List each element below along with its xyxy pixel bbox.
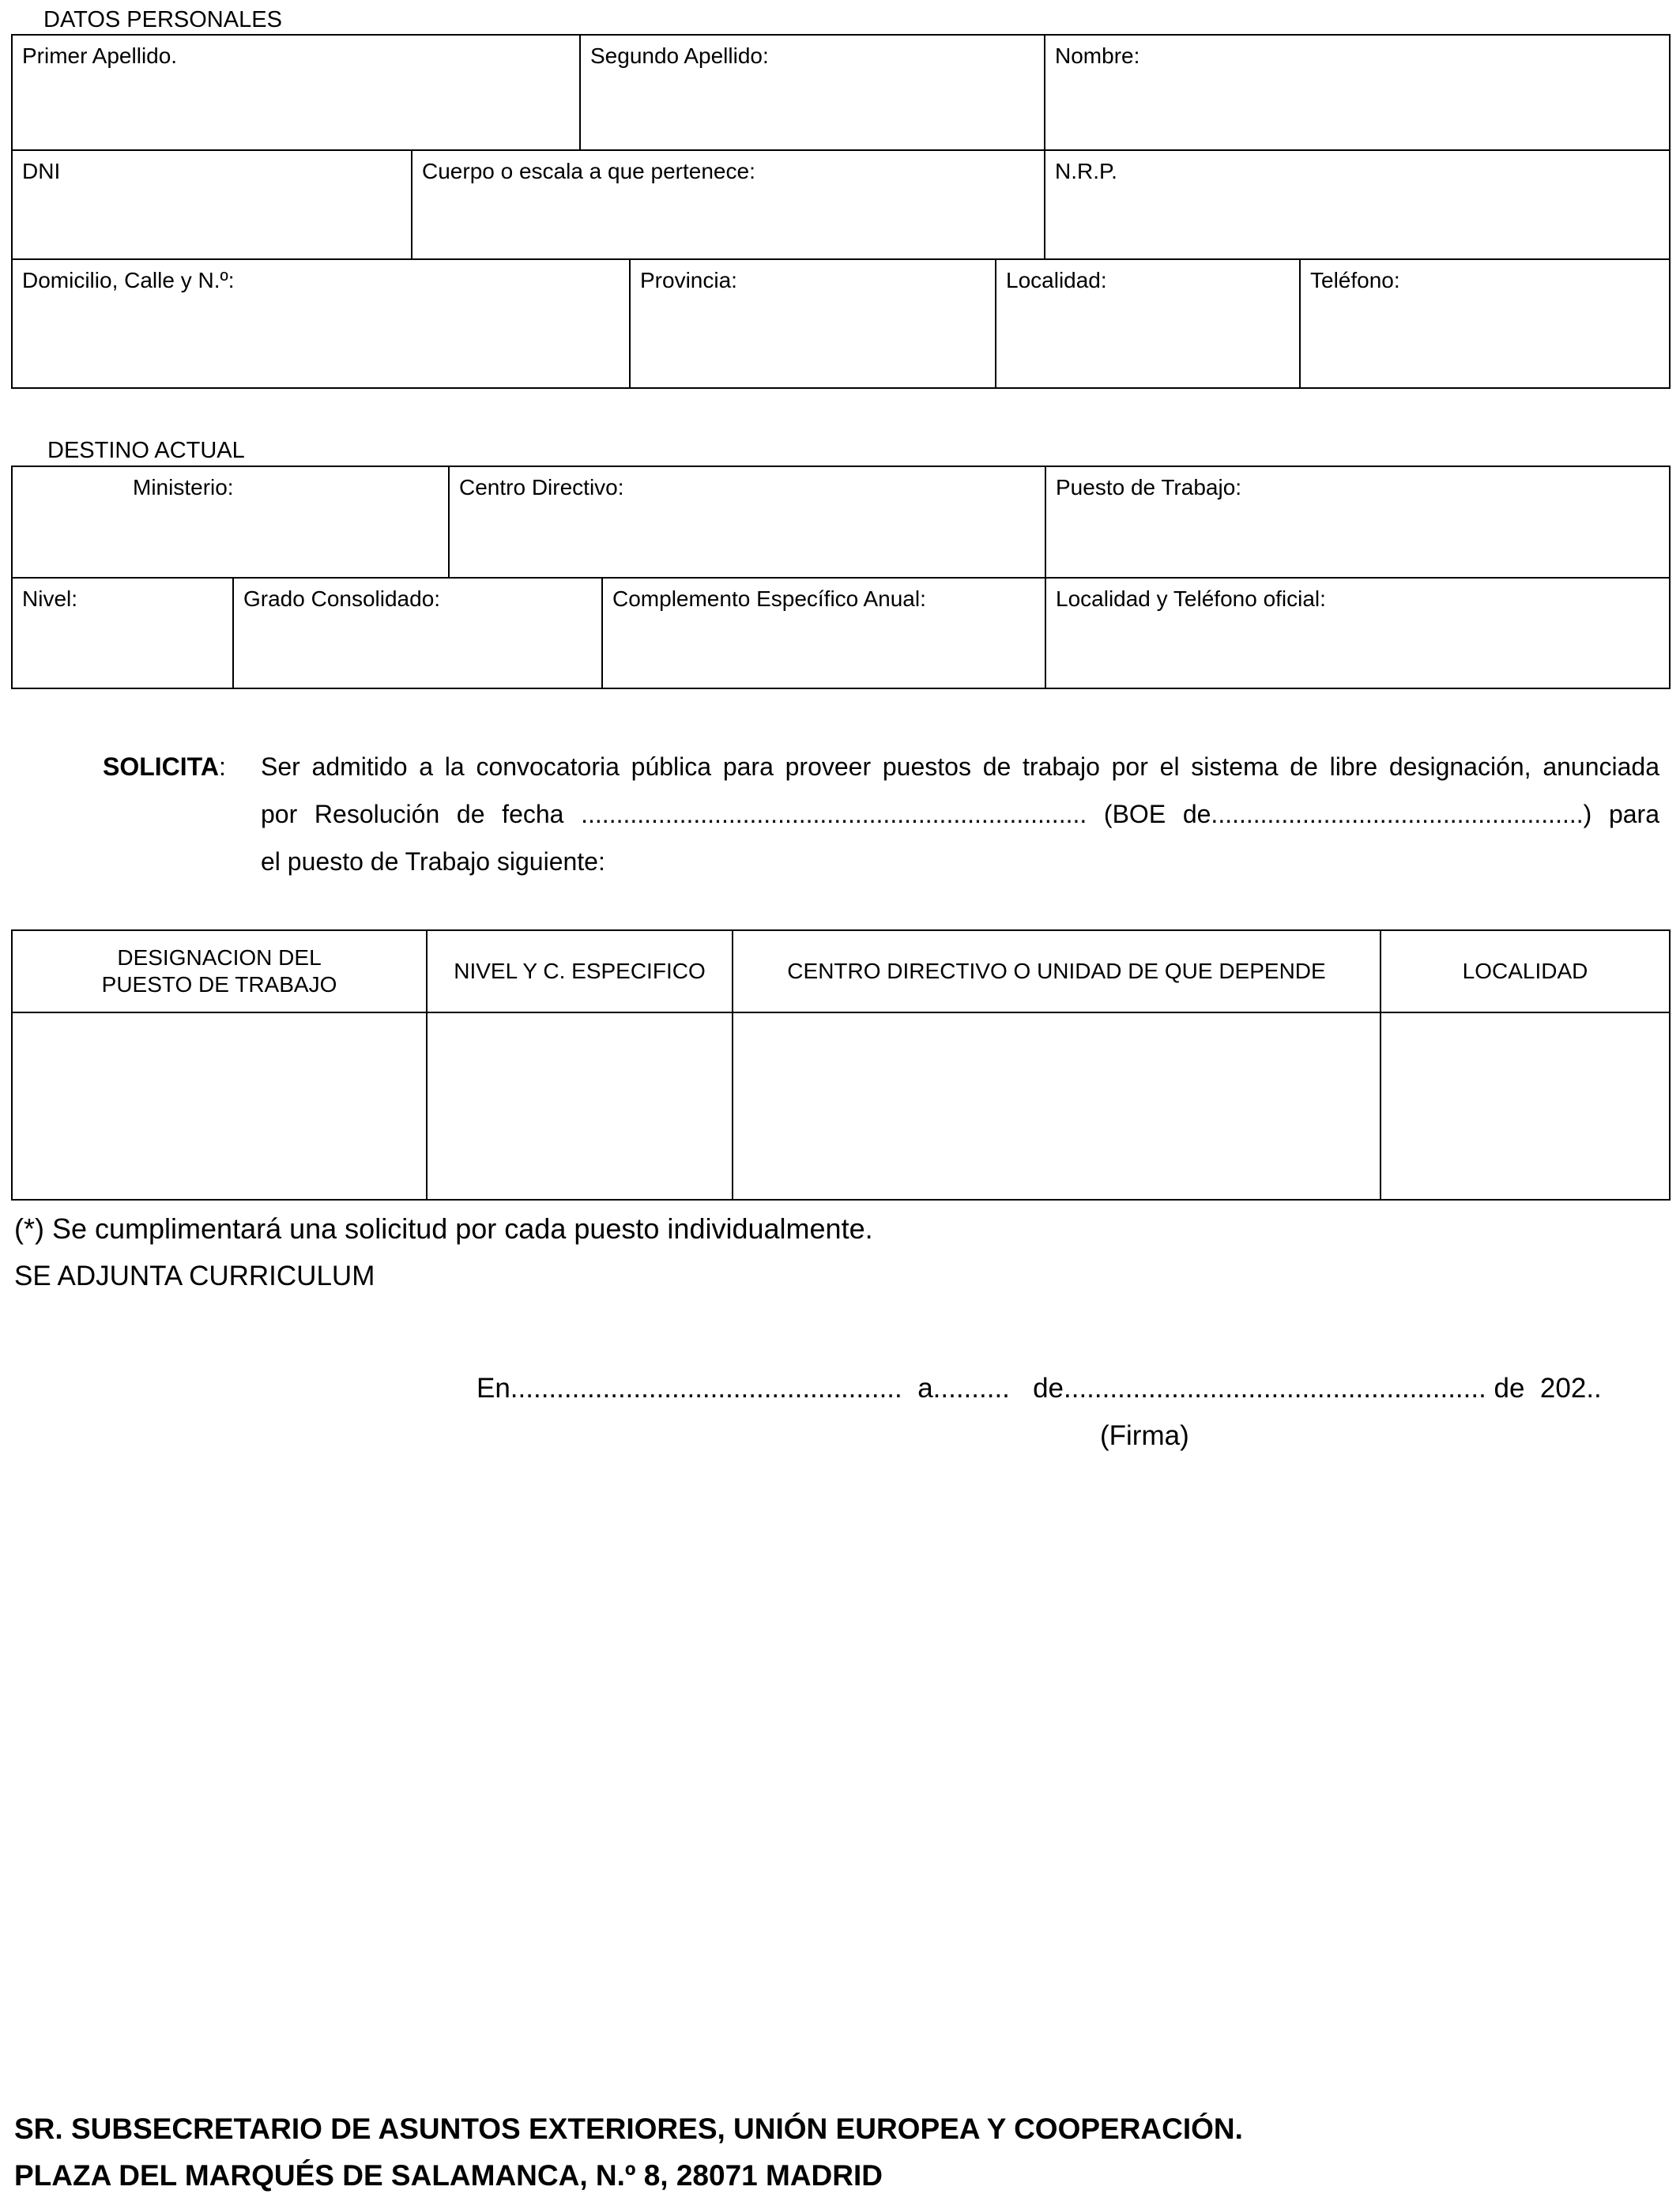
provincia-label: Provincia: <box>640 268 737 292</box>
dni-field[interactable] <box>13 151 409 258</box>
solicita-heading <box>103 752 226 781</box>
puesto-field[interactable] <box>1046 467 1669 577</box>
grado-field[interactable] <box>234 579 600 689</box>
telefono-field[interactable] <box>1301 260 1669 387</box>
nivel-field[interactable] <box>13 579 231 689</box>
segundo-apellido-label: Segundo Apellido: <box>590 43 769 68</box>
addressee-line-2: PLAZA DEL MARQUÉS DE SALAMANCA, N.º 8, 28071 MADRID <box>14 2159 883 2192</box>
domicilio-field[interactable] <box>13 260 627 387</box>
section-title-destino-actual: DESTINO ACTUAL <box>47 438 245 463</box>
primer-apellido-label: Primer Apellido. <box>22 43 178 68</box>
domicilio-label: Domicilio, Calle y N.º: <box>22 268 235 292</box>
centro-directivo-input-cell[interactable] <box>733 1013 1380 1199</box>
solicita-line-2: por Resolución de fecha ........................................................................ (BOE de.....................................................) para <box>261 800 1659 828</box>
header-designacion: DESIGNACION DEL PUESTO DE TRABAJO <box>101 945 337 997</box>
nivel-label: Nivel: <box>22 586 78 611</box>
solicita-line-3: el puesto de Trabajo siguiente: <box>261 847 605 876</box>
localidad-telefono-field[interactable] <box>1046 579 1669 689</box>
localidad-label: Localidad: <box>1006 268 1107 292</box>
nombre-label: Nombre: <box>1055 43 1140 68</box>
header-localidad: LOCALIDAD <box>1462 959 1588 983</box>
cuerpo-label: Cuerpo o escala a que pertenece: <box>422 159 755 183</box>
nrp-field[interactable] <box>1045 151 1669 258</box>
segundo-apellido-field[interactable] <box>581 36 1042 149</box>
note-una-solicitud: (*) Se cumplimentará una solicitud por cada puesto individualmente. <box>14 1212 873 1245</box>
nivel-input-cell[interactable] <box>428 1013 732 1199</box>
puesto-label: Puesto de Trabajo: <box>1056 475 1242 499</box>
localidad-field[interactable] <box>996 260 1298 387</box>
solicita-line-1: Ser admitido a la convocatoria pública para proveer puestos de trabajo por el sistema de libre designación, anunciada <box>261 752 1659 781</box>
cuerpo-field[interactable] <box>412 151 1042 258</box>
signature-place-date: En................................................... a.......... de....................................................... de 202.. <box>477 1373 1602 1404</box>
header-centro-directivo: CENTRO DIRECTIVO O UNIDAD DE QUE DEPENDE <box>787 959 1326 983</box>
nrp-label: N.R.P. <box>1055 159 1117 183</box>
note-adjunta-curriculum: SE ADJUNTA CURRICULUM <box>14 1261 375 1291</box>
localidad-telefono-label: Localidad y Teléfono oficial: <box>1056 586 1326 611</box>
provincia-field[interactable] <box>631 260 993 387</box>
complemento-label: Complemento Específico Anual: <box>612 586 926 611</box>
designacion-input-cell[interactable] <box>13 1013 426 1199</box>
complemento-field[interactable] <box>603 579 1043 689</box>
grado-label: Grado Consolidado: <box>243 586 441 611</box>
nombre-field[interactable] <box>1045 36 1669 149</box>
ministerio-label: Ministerio: <box>133 475 234 499</box>
solicita-colon: : <box>218 752 226 781</box>
section-title-datos-personales: DATOS PERSONALES <box>43 7 282 32</box>
solicita-label: SOLICITA <box>103 752 219 781</box>
centro-directivo-label: Centro Directivo: <box>459 475 624 499</box>
signature-firma: (Firma) <box>1100 1420 1189 1451</box>
header-nivel: NIVEL Y C. ESPECIFICO <box>454 959 706 983</box>
telefono-label: Teléfono: <box>1310 268 1400 292</box>
centro-directivo-field[interactable] <box>450 467 1043 577</box>
addressee-line-1: SR. SUBSECRETARIO DE ASUNTOS EXTERIORES, UNIÓN EUROPEA Y COOPERACIÓN. <box>14 2113 1243 2145</box>
localidad-input-cell[interactable] <box>1381 1013 1669 1199</box>
ministerio-field[interactable] <box>13 467 446 577</box>
primer-apellido-field[interactable] <box>13 36 578 149</box>
dni-label: DNI <box>22 159 61 183</box>
